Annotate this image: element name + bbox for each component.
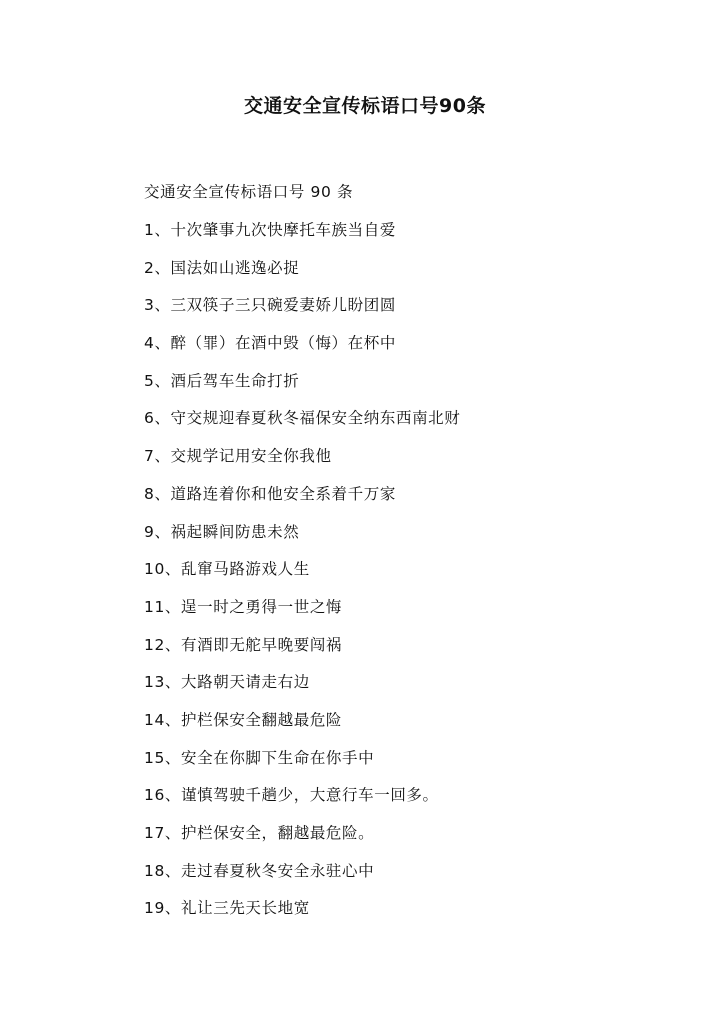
document-title: 交通安全宣传标语口号90条 — [244, 95, 486, 117]
slogan-item: 10、乱窜马路游戏人生 — [144, 560, 310, 579]
slogan-item: 1、十次肇事九次快摩托车族当自爱 — [144, 221, 396, 239]
slogan-item: 17、护栏保安全，翻越最危险。 — [144, 824, 375, 842]
slogan-item: 7、交规学记用安全你我他 — [144, 447, 332, 466]
slogan-item: 8、道路连着你和他安全系着千万家 — [144, 484, 396, 503]
slogan-list — [144, 218, 460, 934]
slogan-item: 5、酒后驾车生命打折 — [144, 371, 300, 390]
slogan-item: 2、国法如山逃逸必捉 — [144, 258, 300, 277]
slogan-item: 19、礼让三先天长地宽 — [144, 899, 310, 918]
slogan-item: 6、守交规迎春夏秋冬福保安全纳东西南北财 — [144, 409, 461, 428]
slogan-item: 4、醉（罪）在酒中毁（悔）在杯中 — [144, 334, 396, 353]
slogan-item: 18、走过春夏秋冬安全永驻心中 — [144, 861, 375, 880]
document-subtitle: 交通安全宣传标语口号 90 条 — [144, 183, 354, 201]
slogan-item: 14、护栏保安全翻越最危险 — [144, 710, 343, 729]
slogan-item: 16、谨慎驾驶千趟少，大意行车一回多。 — [144, 786, 439, 805]
slogan-item: 12、有酒即无舵早晚要闯祸 — [144, 635, 343, 654]
slogan-item: 3、三双筷子三只碗爱妻娇儿盼团圆 — [144, 296, 396, 315]
slogan-item: 15、安全在你脚下生命在你手中 — [144, 748, 375, 767]
slogan-item: 13、大路朝天请走右边 — [144, 673, 310, 692]
slogan-item: 11、逞一时之勇得一世之悔 — [144, 597, 343, 616]
slogan-item: 9、祸起瞬间防患未然 — [144, 522, 300, 541]
